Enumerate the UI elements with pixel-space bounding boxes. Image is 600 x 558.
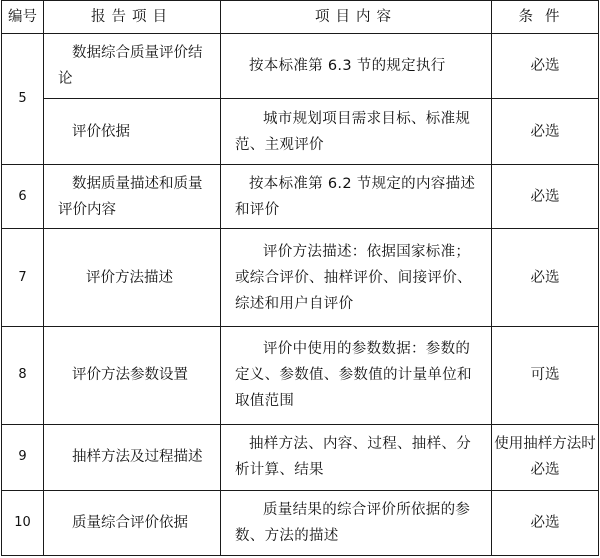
- row-number: 6: [2, 165, 44, 229]
- row-condition: 可选: [492, 327, 599, 425]
- row-condition: 必选: [492, 490, 599, 555]
- header-number: 编号: [2, 1, 44, 34]
- row-content: [221, 99, 492, 165]
- row-number: 5: [2, 34, 44, 165]
- report-items-table: [1, 0, 599, 556]
- row-content: [221, 424, 492, 490]
- table-row: [2, 490, 599, 555]
- row-condition: 使用抽样方法时必选: [492, 424, 599, 490]
- row-content: [221, 34, 492, 99]
- row-item: [44, 34, 221, 99]
- row-item: [44, 490, 221, 555]
- row-number: 8: [2, 327, 44, 425]
- row-number: 7: [2, 229, 44, 327]
- row-item-text: 数据质量描述和质量评价内容: [58, 175, 203, 218]
- row-condition: 必选: [492, 165, 599, 229]
- row-condition: 必选: [492, 34, 599, 99]
- row-item-text: 质量综合评价依据: [72, 514, 188, 531]
- row-content: [221, 490, 492, 555]
- row-content-text: 评价方法描述：依据国家标准；或综合评价、抽样评价、间接评价、综述和用户自评价: [235, 243, 472, 312]
- table-row: [2, 99, 599, 165]
- row-content: [221, 165, 492, 229]
- row-content-text: 按本标准第 6.2 节规定的内容描述和评价: [235, 175, 476, 218]
- row-item: [44, 99, 221, 165]
- header-condition: 条件: [492, 1, 599, 34]
- table-row: [2, 34, 599, 99]
- row-item-text: 抽样方法及过程描述: [72, 449, 203, 466]
- row-item-text: 数据综合质量评价结论: [58, 45, 203, 88]
- row-content-text: 评价中使用的参数数据：参数的定义、参数值、参数值的计量单位和取值范围: [235, 341, 472, 410]
- header-content: 项目内容: [221, 1, 492, 34]
- row-content-text: 质量结果的综合评价所依据的参数、方法的描述: [235, 501, 471, 544]
- row-content-text: 按本标准第 6.3 节的规定执行: [249, 58, 446, 75]
- row-content: [221, 229, 492, 327]
- row-item: [44, 229, 221, 327]
- row-item-text: 评价方法参数设置: [72, 367, 188, 384]
- row-item-text: 评价方法描述: [86, 269, 173, 286]
- table-row: [2, 165, 599, 229]
- row-condition: 必选: [492, 99, 599, 165]
- table-row: [2, 229, 599, 327]
- header-item: 报告项目: [44, 1, 221, 34]
- row-content-text: 抽样方法、内容、过程、抽样、分析计算、结果: [235, 436, 471, 479]
- row-number: 10: [2, 490, 44, 555]
- table-row: [2, 424, 599, 490]
- row-item: [44, 424, 221, 490]
- row-condition: 必选: [492, 229, 599, 327]
- table-row: [2, 327, 599, 425]
- row-item: [44, 165, 221, 229]
- row-content-text: 城市规划项目需求目标、标准规范、主观评价: [235, 110, 471, 153]
- table-header-row: [2, 1, 599, 34]
- row-number: 9: [2, 424, 44, 490]
- row-item-text: 评价依据: [72, 123, 130, 140]
- row-item: [44, 327, 221, 425]
- row-content: [221, 327, 492, 425]
